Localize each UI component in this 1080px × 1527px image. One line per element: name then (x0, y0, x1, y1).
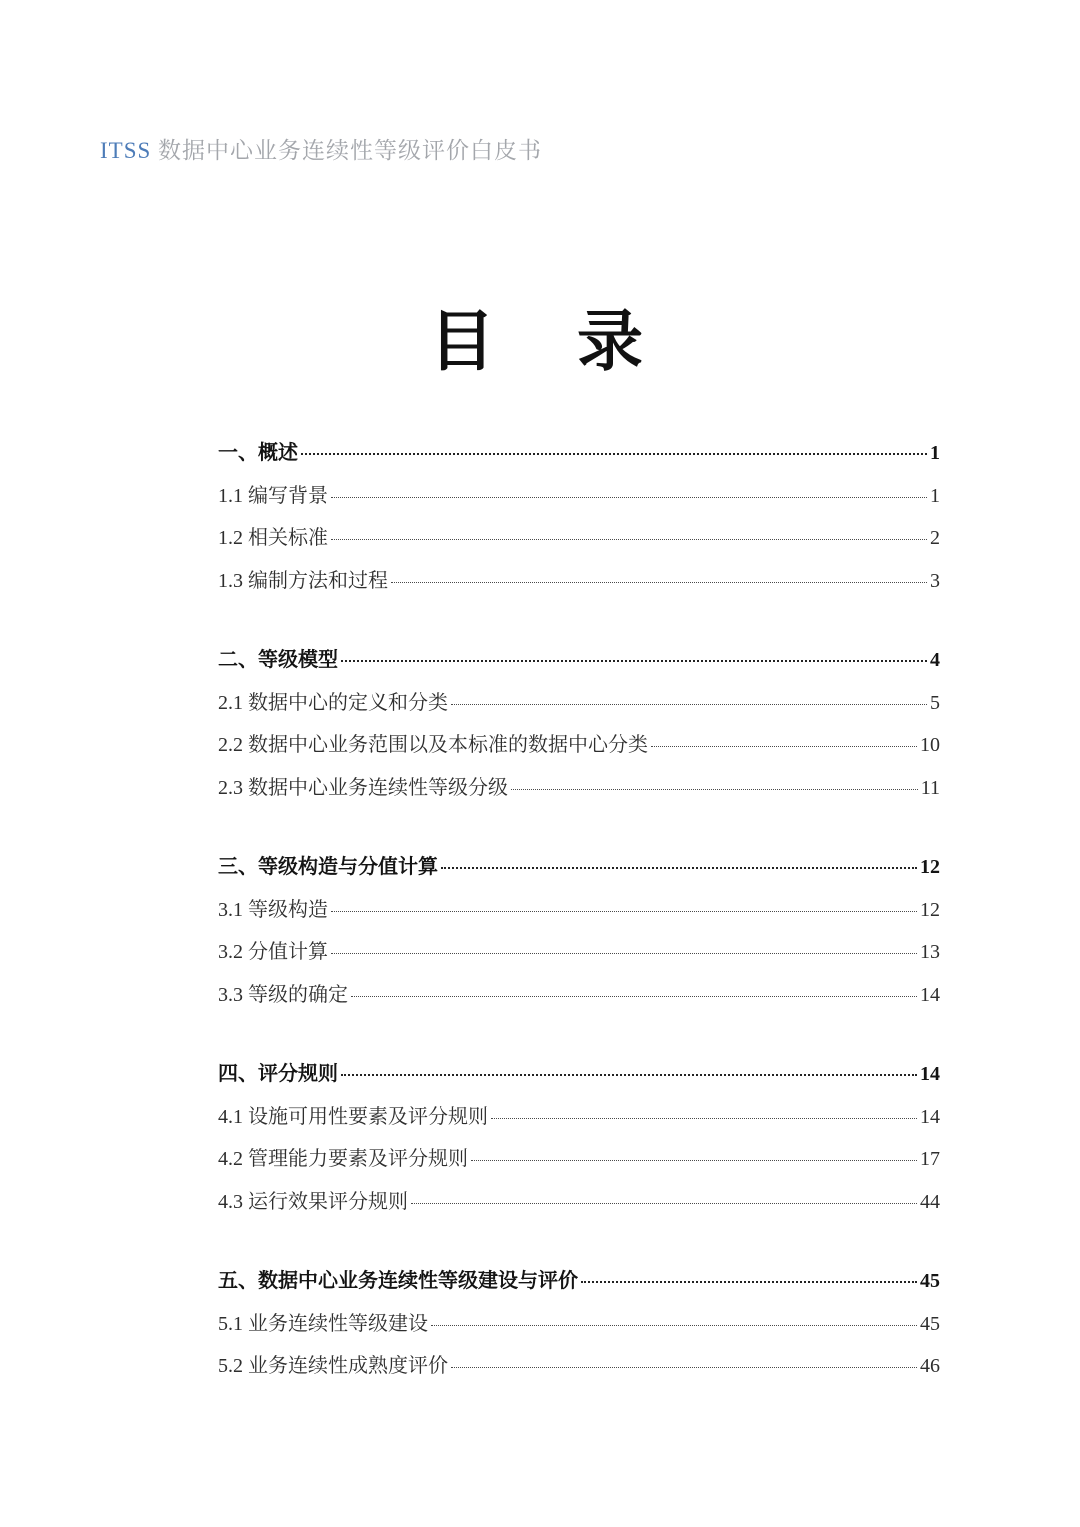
toc-entry-page: 44 (920, 1190, 940, 1213)
toc-entry-heading[interactable] (218, 850, 940, 893)
toc-entry[interactable] (218, 935, 940, 978)
toc-leader-dots (411, 1203, 917, 1204)
toc-entry-page: 4 (930, 649, 940, 671)
toc-entry-label: 三、等级构造与分值计算 (218, 856, 438, 878)
toc-entry-page: 13 (920, 941, 940, 963)
toc-entry-label: 一、概述 (218, 442, 298, 464)
toc-entry[interactable] (218, 1100, 940, 1143)
toc-entry-label: 3.1 等级构造 (218, 898, 328, 921)
toc-leader-dots (331, 911, 917, 912)
toc-leader-dots (331, 539, 927, 540)
toc-leader-dots (471, 1160, 917, 1161)
toc-entry-label: 2.3 数据中心业务连续性等级分级 (218, 776, 508, 799)
toc-entry-page: 2 (930, 527, 940, 549)
toc-leader-dots (331, 953, 917, 954)
toc-entry-label: 2.1 数据中心的定义和分类 (218, 691, 448, 714)
toc-entry-page: 3 (930, 569, 940, 592)
toc-entry-label: 5.2 业务连续性成熟度评价 (218, 1355, 448, 1377)
toc-entry-page: 14 (920, 983, 940, 1006)
toc-entry[interactable] (218, 521, 940, 564)
document-title-label (158, 138, 542, 163)
toc-entry-page: 10 (920, 734, 940, 756)
toc-section-1 (218, 436, 940, 606)
toc-entry[interactable] (218, 1349, 940, 1392)
toc-section-4 (218, 1057, 940, 1227)
toc-leader-dots (451, 1367, 917, 1368)
toc-entry-page: 11 (920, 776, 940, 799)
toc-entry-page: 45 (920, 1312, 940, 1335)
toc-entry-page: 17 (920, 1148, 940, 1170)
toc-entry-page: 12 (920, 898, 940, 921)
toc-entry-label: 二、等级模型 (218, 649, 338, 671)
toc-entry-label: 五、数据中心业务连续性等级建设与评价 (218, 1270, 578, 1292)
toc-entry-page: 14 (920, 1063, 940, 1085)
toc-leader-dots (431, 1325, 917, 1326)
toc-entry-page: 45 (920, 1270, 940, 1292)
toc-entry-heading[interactable] (218, 1057, 940, 1100)
toc-leader-dots (341, 1074, 917, 1076)
toc-entry[interactable] (218, 564, 940, 607)
toc-section-2 (218, 643, 940, 813)
toc-entry-label: 3.2 分值计算 (218, 941, 328, 963)
toc-leader-dots (451, 704, 927, 705)
toc-entry-label: 4.2 管理能力要素及评分规则 (218, 1148, 468, 1170)
toc-entry[interactable] (218, 479, 940, 522)
toc-entry-page: 5 (930, 691, 940, 714)
toc-entry-page: 12 (920, 856, 940, 878)
toc-entry-page: 46 (920, 1355, 940, 1377)
toc-entry-label: 4.1 设施可用性要素及评分规则 (218, 1105, 488, 1128)
toc-page-title: 目 录 (429, 306, 651, 379)
toc-entry[interactable] (218, 771, 940, 814)
toc-entry[interactable] (218, 978, 940, 1021)
toc-entry-page: 1 (930, 484, 940, 507)
toc-leader-dots (511, 789, 918, 790)
toc-leader-dots (651, 746, 917, 747)
toc-leader-dots (331, 497, 927, 498)
toc-leader-dots (581, 1281, 917, 1283)
toc-leader-dots (341, 660, 927, 662)
toc-leader-dots (491, 1118, 917, 1119)
toc-entry-label: 5.1 业务连续性等级建设 (218, 1312, 428, 1335)
toc-entry-heading[interactable] (218, 643, 940, 686)
toc-entry-label: 3.3 等级的确定 (218, 983, 348, 1006)
toc-entry[interactable] (218, 686, 940, 729)
itss-brand-label: ITSS (100, 138, 152, 163)
document-title-text: 数据中心业务连续性等级评价白皮书 (158, 138, 543, 163)
toc-entry[interactable] (218, 728, 940, 771)
toc-entry-heading[interactable] (218, 436, 940, 479)
toc-leader-dots (351, 996, 917, 997)
toc-entry-label: 1.2 相关标准 (218, 527, 328, 549)
toc-entry-label: 四、评分规则 (218, 1063, 338, 1085)
toc-leader-dots (441, 867, 917, 869)
toc-leader-dots (391, 582, 927, 583)
toc-entry-label: 1.3 编制方法和过程 (218, 569, 388, 592)
toc-entry[interactable] (218, 1307, 940, 1350)
toc-entry[interactable] (218, 1142, 940, 1185)
toc-entry[interactable] (218, 893, 940, 936)
toc-entry-label: 2.2 数据中心业务范围以及本标准的数据中心分类 (218, 734, 648, 756)
document-header (100, 132, 542, 165)
toc-entry-page: 1 (930, 442, 940, 464)
toc-entry-page: 14 (920, 1105, 940, 1128)
toc-entry-label: 4.3 运行效果评分规则 (218, 1190, 408, 1213)
toc-leader-dots (301, 453, 927, 455)
toc-entry-heading[interactable] (218, 1264, 940, 1307)
toc-entry[interactable] (218, 1185, 940, 1228)
toc-list (218, 436, 940, 1392)
toc-entry-label: 1.1 编写背景 (218, 484, 328, 507)
toc-section-5 (218, 1264, 940, 1392)
toc-section-3 (218, 850, 940, 1020)
